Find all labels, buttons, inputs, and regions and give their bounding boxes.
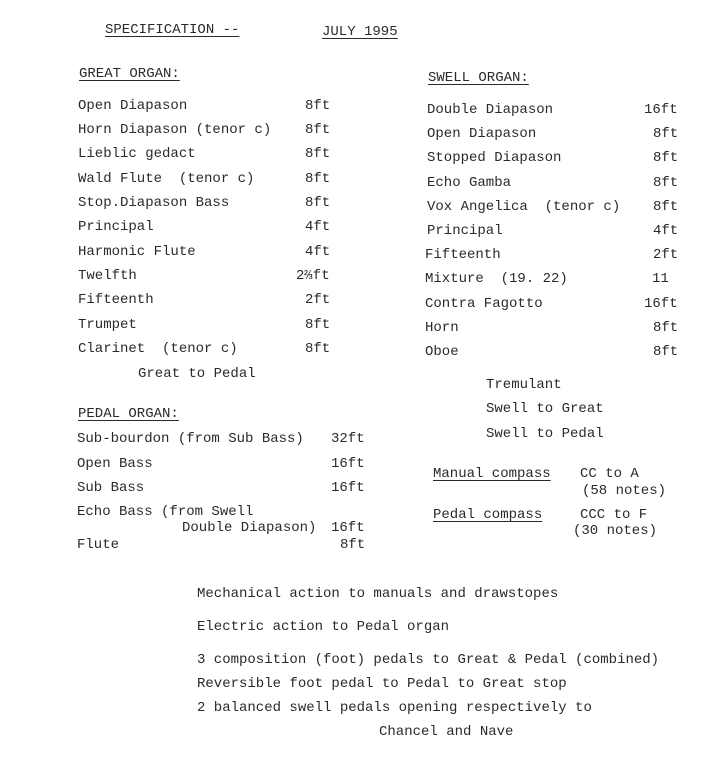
swell-stop-pitch: 8ft bbox=[653, 150, 679, 166]
swell-stop-name: Echo Gamba bbox=[427, 175, 512, 191]
swell-stop-name: Stopped Diapason bbox=[427, 150, 562, 166]
great-stop-pitch: 8ft bbox=[305, 122, 331, 138]
great-stop-pitch: 4ft bbox=[305, 244, 331, 260]
great-stop-pitch: 2ft bbox=[305, 292, 331, 308]
great-stop-pitch: 8ft bbox=[305, 171, 331, 187]
pedal-compass-label: Pedal compass bbox=[433, 507, 543, 523]
pedal-stop-pitch: 32ft bbox=[331, 431, 365, 447]
great-stop-name: Stop.Diapason Bass bbox=[78, 195, 230, 211]
manual-compass-label: Manual compass bbox=[433, 466, 551, 482]
great-stop-name: Trumpet bbox=[78, 317, 137, 333]
great-stop-pitch: 8ft bbox=[305, 195, 331, 211]
great-stop-name: Clarinet (tenor c) bbox=[78, 341, 238, 357]
swell-stop-pitch: 8ft bbox=[653, 175, 679, 191]
great-stop-pitch: 2⅔ft bbox=[296, 268, 330, 284]
spec-title: SPECIFICATION -- bbox=[105, 22, 240, 38]
great-stop-name: Lieblic gedact bbox=[78, 146, 196, 162]
great-stop-name: Horn Diapason (tenor c) bbox=[78, 122, 272, 138]
swell-to-pedal-coupler: Swell to Pedal bbox=[486, 426, 604, 442]
swell-stop-pitch: 11 bbox=[652, 271, 669, 287]
note-reversible-pedal: Reversible foot pedal to Pedal to Great stop bbox=[197, 676, 567, 692]
swell-stop-name: Mixture (19. 22) bbox=[425, 271, 568, 287]
swell-stop-pitch: 16ft bbox=[644, 296, 678, 312]
pedal-stop-name-continued: Double Diapason) bbox=[182, 520, 317, 536]
swell-stop-pitch: 4ft bbox=[653, 223, 679, 239]
swell-to-great-coupler: Swell to Great bbox=[486, 401, 604, 417]
pedal-stop-pitch: 16ft bbox=[331, 480, 365, 496]
pedal-stop-name: Flute bbox=[77, 537, 120, 553]
pedal-compass-value: CCC to F bbox=[580, 507, 648, 523]
swell-stop-pitch: 8ft bbox=[653, 126, 679, 142]
swell-stop-pitch: 2ft bbox=[653, 247, 679, 263]
great-stop-pitch: 8ft bbox=[305, 98, 331, 114]
note-chancel-and-nave: Chancel and Nave bbox=[379, 724, 514, 740]
pedal-stop-pitch: 8ft bbox=[340, 537, 366, 553]
pedal-stop-name: Sub Bass bbox=[77, 480, 145, 496]
manual-compass-notes: (58 notes) bbox=[582, 483, 667, 499]
great-stop-name: Wald Flute (tenor c) bbox=[78, 171, 255, 187]
pedal-stop-name: Open Bass bbox=[77, 456, 153, 472]
manual-compass-value: CC to A bbox=[580, 466, 639, 482]
great-stop-name: Harmonic Flute bbox=[78, 244, 196, 260]
note-swell-pedals: 2 balanced swell pedals opening respectively to bbox=[197, 700, 592, 716]
swell-stop-name: Double Diapason bbox=[427, 102, 554, 118]
swell-organ-heading: SWELL ORGAN: bbox=[428, 70, 529, 86]
swell-stop-name: Fifteenth bbox=[425, 247, 501, 263]
pedal-compass-notes: (30 notes) bbox=[573, 523, 658, 539]
great-organ-heading: GREAT ORGAN: bbox=[79, 66, 180, 82]
swell-stop-pitch: 8ft bbox=[653, 199, 679, 215]
pedal-stop-pitch: 16ft bbox=[331, 520, 365, 536]
great-stop-name: Fifteenth bbox=[78, 292, 154, 308]
great-stop-pitch: 4ft bbox=[305, 219, 331, 235]
swell-stop-name: Open Diapason bbox=[427, 126, 537, 142]
swell-stop-name: Oboe bbox=[425, 344, 459, 360]
pedal-stop-pitch: 16ft bbox=[331, 456, 365, 472]
swell-stop-pitch: 8ft bbox=[653, 344, 679, 360]
great-stop-name: Open Diapason bbox=[78, 98, 188, 114]
swell-stop-name: Contra Fagotto bbox=[425, 296, 543, 312]
great-stop-name: Twelfth bbox=[78, 268, 137, 284]
swell-stop-name: Principal bbox=[427, 223, 503, 239]
spec-date: JULY 1995 bbox=[322, 24, 398, 40]
note-mechanical-action: Mechanical action to manuals and drawstopes bbox=[197, 586, 559, 602]
pedal-stop-name: Sub-bourdon (from Sub Bass) bbox=[77, 431, 304, 447]
swell-stop-name: Horn bbox=[425, 320, 459, 336]
note-composition-pedals: 3 composition (foot) pedals to Great & Pedal (combined) bbox=[197, 652, 660, 668]
swell-stop-pitch: 8ft bbox=[653, 320, 679, 336]
great-to-pedal-coupler: Great to Pedal bbox=[138, 366, 256, 382]
pedal-organ-heading: PEDAL ORGAN: bbox=[78, 406, 179, 422]
great-stop-pitch: 8ft bbox=[305, 341, 331, 357]
great-stop-pitch: 8ft bbox=[305, 317, 331, 333]
tremulant: Tremulant bbox=[486, 377, 562, 393]
swell-stop-pitch: 16ft bbox=[644, 102, 678, 118]
great-stop-name: Principal bbox=[78, 219, 154, 235]
great-stop-pitch: 8ft bbox=[305, 146, 331, 162]
note-electric-action: Electric action to Pedal organ bbox=[197, 619, 450, 635]
swell-stop-name: Vox Angelica (tenor c) bbox=[427, 199, 621, 215]
pedal-stop-name: Echo Bass (from Swell bbox=[77, 504, 254, 520]
